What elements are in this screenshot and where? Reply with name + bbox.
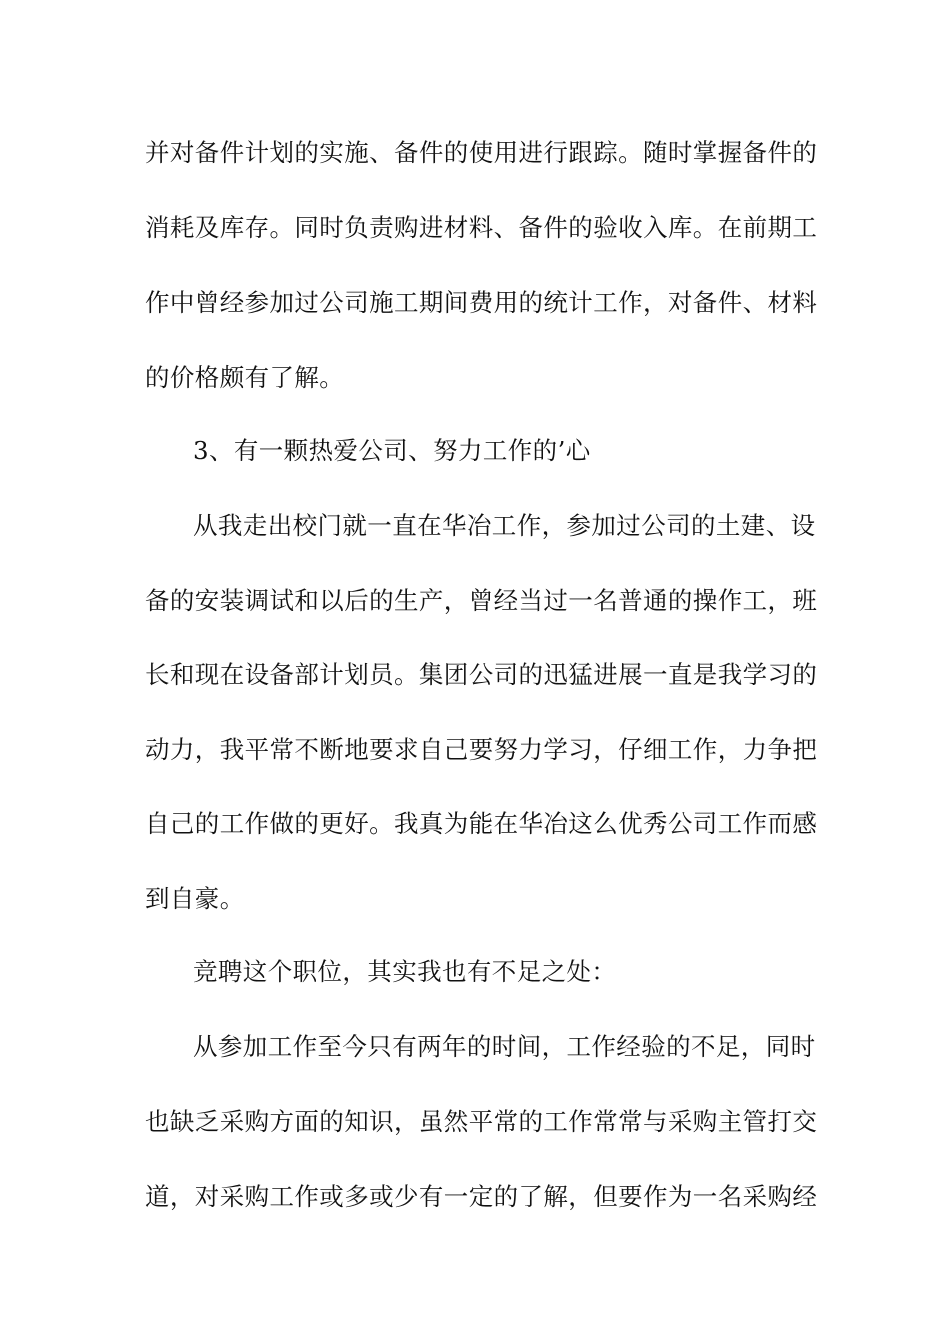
text-line: 自己的工作做的更好。我真为能在华冶这么优秀公司工作而感 [145,809,818,838]
text-line: 长和现在设备部计划员。集团公司的迅猛进展一直是我学习的 [145,660,818,689]
text-line: 到自豪。 [145,884,245,913]
text-line: 并对备件计划的实施、备件的使用进行跟踪。随时掌握备件的 [145,138,818,167]
text-line: 道，对采购工作或多或少有一定的了解，但要作为一名采购经 [145,1182,818,1211]
text-line: 的价格颇有了解。 [145,363,345,392]
text-line: 也缺乏采购方面的知识，虽然平常的工作常常与采购主管打交 [145,1107,818,1136]
text-line: 消耗及库存。同时负责购进材料、备件的验收入库。在前期工 [145,213,818,242]
paragraph-first-line: 从参加工作至今只有两年的时间，工作经验的不足，同时 [193,1032,816,1061]
text-line: 动力，我平常不断地要求自己要努力学习，仔细工作，力争把 [145,735,818,764]
text-line: 作中曾经参加过公司施工期间费用的统计工作，对备件、材料 [145,288,818,317]
section-heading: 3、有一颗热爱公司、努力工作的’心 [193,436,591,465]
paragraph-first-line: 从我走出校门就一直在华冶工作，参加过公司的土建、设 [193,511,816,540]
text-line: 备的安装调试和以后的生产，曾经当过一名普通的操作工，班 [145,586,818,615]
paragraph-first-line: 竞聘这个职位，其实我也有不足之处： [193,957,617,986]
